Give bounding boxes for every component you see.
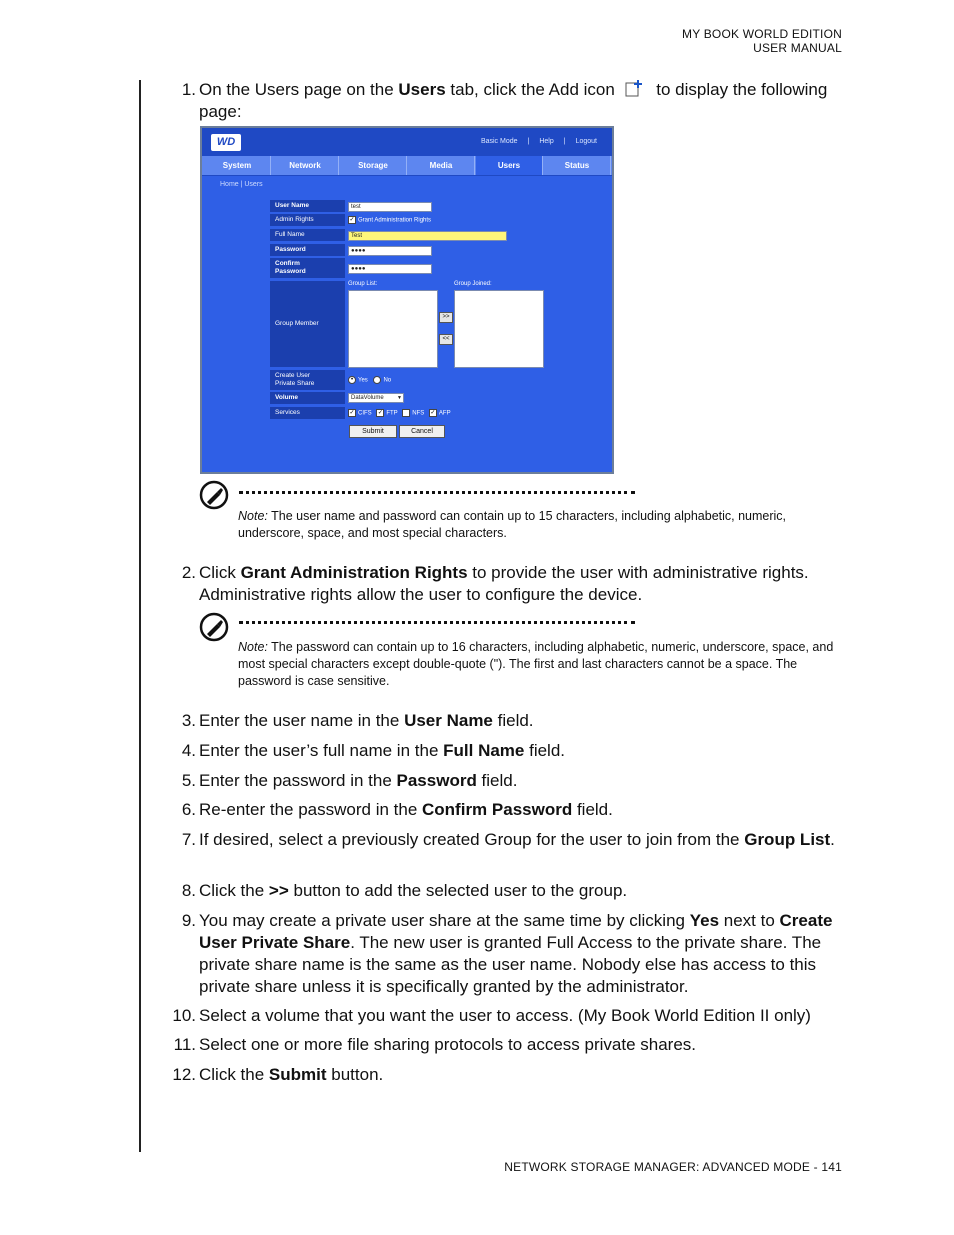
- logout-link[interactable]: Logout: [575, 138, 597, 145]
- note-2: [238, 639, 838, 690]
- step-10: [160, 1005, 850, 1027]
- step-text: You may create a private user share at the same time by clicking: [199, 911, 690, 930]
- chevron-down-icon: ▼: [397, 395, 402, 401]
- step-2: [160, 562, 850, 606]
- step-text: to display the following page:: [199, 80, 828, 121]
- step-4: [160, 740, 850, 762]
- label-line: Confirm: [275, 260, 300, 267]
- step-11: [160, 1034, 850, 1056]
- label-group-member: Group Member: [270, 281, 345, 367]
- step-text: tab, click the Add icon: [445, 80, 620, 99]
- create-share-options: [348, 376, 391, 384]
- note-text: The user name and password can contain up to 15 characters, including alphabetic, numeric, underscore, space, and most special characters.: [238, 509, 787, 540]
- password-field[interactable]: ●●●●: [348, 246, 432, 256]
- afp-checkbox[interactable]: ✓: [430, 410, 436, 416]
- note-icon: [199, 480, 229, 510]
- step-text: field.: [476, 771, 518, 790]
- step-number: 6.: [181, 800, 196, 819]
- group-list-label: Group List:: [348, 281, 378, 287]
- step-text: Re-enter the password in the: [199, 800, 423, 819]
- label-services: Services: [270, 407, 345, 419]
- full-name-field[interactable]: Test: [348, 231, 507, 241]
- users-page-screenshot: [200, 126, 614, 474]
- note-divider: [239, 621, 635, 624]
- step-text: field.: [524, 741, 566, 760]
- step-number: 3.: [181, 711, 196, 730]
- ftp-checkbox[interactable]: ✓: [377, 410, 383, 416]
- step-bold: Password: [396, 771, 477, 790]
- step-9: [160, 910, 850, 998]
- step-text: field.: [572, 800, 613, 819]
- step-bold: >>: [268, 881, 289, 900]
- nfs-checkbox[interactable]: [402, 409, 410, 417]
- page-footer: NETWORK STORAGE MANAGER: ADVANCED MODE - 141: [504, 1160, 842, 1174]
- add-group-button[interactable]: >>: [439, 312, 453, 323]
- no-radio[interactable]: [373, 376, 381, 384]
- group-joined-box[interactable]: [454, 290, 544, 368]
- step-3: [160, 710, 850, 732]
- cifs-checkbox[interactable]: ✓: [349, 410, 355, 416]
- step-number: 11.: [173, 1035, 196, 1054]
- remove-group-button[interactable]: <<: [439, 334, 453, 345]
- label-line: Password: [275, 268, 306, 275]
- note-1: [238, 508, 838, 542]
- step-bold: Yes: [689, 911, 720, 930]
- note-label: Note:: [238, 640, 268, 654]
- grant-label: Grant Administration Rights: [358, 217, 432, 224]
- step-text: Select a volume that you want the user to access. (My Book World Edition II only): [199, 1006, 811, 1025]
- yes-radio[interactable]: •: [348, 376, 356, 384]
- note-text: The password can contain up to 16 characters, including alphabetic, numeric, underscore, space, and most special characters except double-quote ("). The first and last characters cannot be a space. The password is case sensitive.: [238, 640, 834, 688]
- step-text: Click the: [199, 881, 269, 900]
- step-text: Enter the password in the: [199, 771, 397, 790]
- step-6: [160, 799, 850, 821]
- step-text: .: [830, 830, 835, 849]
- step-number: 1.: [181, 80, 196, 99]
- volume-select[interactable]: [348, 393, 404, 403]
- page-header: [682, 27, 842, 55]
- step-number: 2.: [181, 563, 196, 582]
- step-5: [160, 770, 850, 792]
- tab-network[interactable]: Network: [272, 156, 339, 175]
- step-text: On the Users page on the: [199, 80, 399, 99]
- step-text: button.: [326, 1065, 384, 1084]
- step-text: Enter the user name in the: [199, 711, 405, 730]
- margin-rule: [139, 80, 141, 1152]
- step-7: [160, 829, 850, 851]
- link-separator: |: [563, 138, 566, 145]
- note-icon: [199, 612, 229, 642]
- add-icon: [624, 80, 644, 98]
- top-links: [476, 138, 602, 145]
- link-separator: |: [527, 138, 530, 145]
- top-bar: [202, 128, 612, 156]
- step-bold: Full Name: [443, 741, 525, 760]
- header-title: MY BOOK WORLD EDITION: [682, 27, 842, 41]
- cifs-label: CIFS: [358, 410, 372, 417]
- step-text: Enter the user’s full name in the: [199, 741, 444, 760]
- label-confirm-password: [270, 258, 345, 278]
- nfs-label: NFS: [412, 410, 425, 417]
- step-1: [160, 79, 850, 123]
- yes-label: Yes: [358, 377, 368, 384]
- step-bold: Confirm Password: [422, 800, 573, 819]
- step-12: [160, 1064, 850, 1086]
- note-divider: [239, 491, 635, 494]
- step-number: 9.: [181, 911, 196, 930]
- step-text: field.: [492, 711, 534, 730]
- label-admin-rights: Admin Rights: [270, 214, 345, 226]
- main-tabs: [202, 156, 612, 176]
- step-bold: Submit: [268, 1065, 327, 1084]
- afp-label: AFP: [438, 410, 451, 417]
- tab-storage[interactable]: Storage: [340, 156, 407, 175]
- no-label: No: [383, 377, 392, 384]
- help-link[interactable]: Help: [539, 138, 554, 145]
- breadcrumb: Home | Users: [220, 181, 263, 188]
- step-text: to provide the user with administrative rights. Administrative rights allow the user to configure the device.: [199, 563, 809, 604]
- label-user-name: User Name: [270, 200, 345, 212]
- basic-mode-link[interactable]: Basic Mode: [480, 138, 518, 145]
- step-text: Select one or more file sharing protocols to access private shares.: [199, 1035, 697, 1054]
- group-list-box[interactable]: [348, 290, 438, 368]
- ftp-label: FTP: [386, 410, 398, 417]
- services-options: [348, 409, 451, 417]
- step-bold: Grant Administration Rights: [240, 563, 468, 582]
- step-text: If desired, select a previously created Group for the user to join from the: [199, 830, 745, 849]
- step-text: . The new user is granted Full Access to the private share. The private share name is the same as the user name. Nobody else has access to this private share unless it is specifically granted by the administrator.: [199, 933, 822, 996]
- header-subtitle: USER MANUAL: [753, 41, 842, 55]
- tab-status[interactable]: Status: [544, 156, 611, 175]
- step-number: 4.: [181, 741, 196, 760]
- step-bold: Group List: [744, 830, 831, 849]
- tab-media[interactable]: Media: [408, 156, 475, 175]
- user-name-field[interactable]: test: [348, 202, 432, 212]
- cancel-button[interactable]: Cancel: [399, 425, 445, 438]
- tab-system[interactable]: System: [204, 156, 271, 175]
- submit-button[interactable]: Submit: [349, 425, 397, 438]
- step-text: button to add the selected user to the group.: [288, 881, 628, 900]
- step-bold: Create User Private Share: [199, 911, 833, 952]
- group-joined-label: Group Joined:: [454, 281, 492, 287]
- step-text: Click the: [199, 1065, 269, 1084]
- grant-admin-checkbox[interactable]: ✓ Grant Administration Rights: [349, 217, 432, 224]
- step-number: 10.: [172, 1006, 196, 1025]
- step-number: 5.: [181, 771, 196, 790]
- step-text: Click: [199, 563, 241, 582]
- volume-value: DataVolume: [351, 395, 384, 401]
- step-number: 12.: [172, 1065, 196, 1084]
- step-bold: User Name: [404, 711, 493, 730]
- step-text: next to: [719, 911, 780, 930]
- label-password: Password: [270, 244, 345, 256]
- step-8: [160, 880, 850, 902]
- confirm-password-field[interactable]: ●●●●: [348, 264, 432, 274]
- label-line: Create User: [275, 372, 311, 379]
- tab-users[interactable]: Users: [476, 156, 543, 175]
- label-full-name: Full Name: [270, 229, 345, 241]
- step-number: 7.: [181, 830, 196, 849]
- step-number: 8.: [181, 881, 196, 900]
- step-bold: Users: [398, 80, 446, 99]
- label-line: Private Share: [275, 380, 315, 387]
- label-volume: Volume: [270, 392, 345, 404]
- label-create-share: [270, 370, 345, 390]
- note-label: Note:: [238, 509, 268, 523]
- wd-logo: WD: [211, 134, 241, 151]
